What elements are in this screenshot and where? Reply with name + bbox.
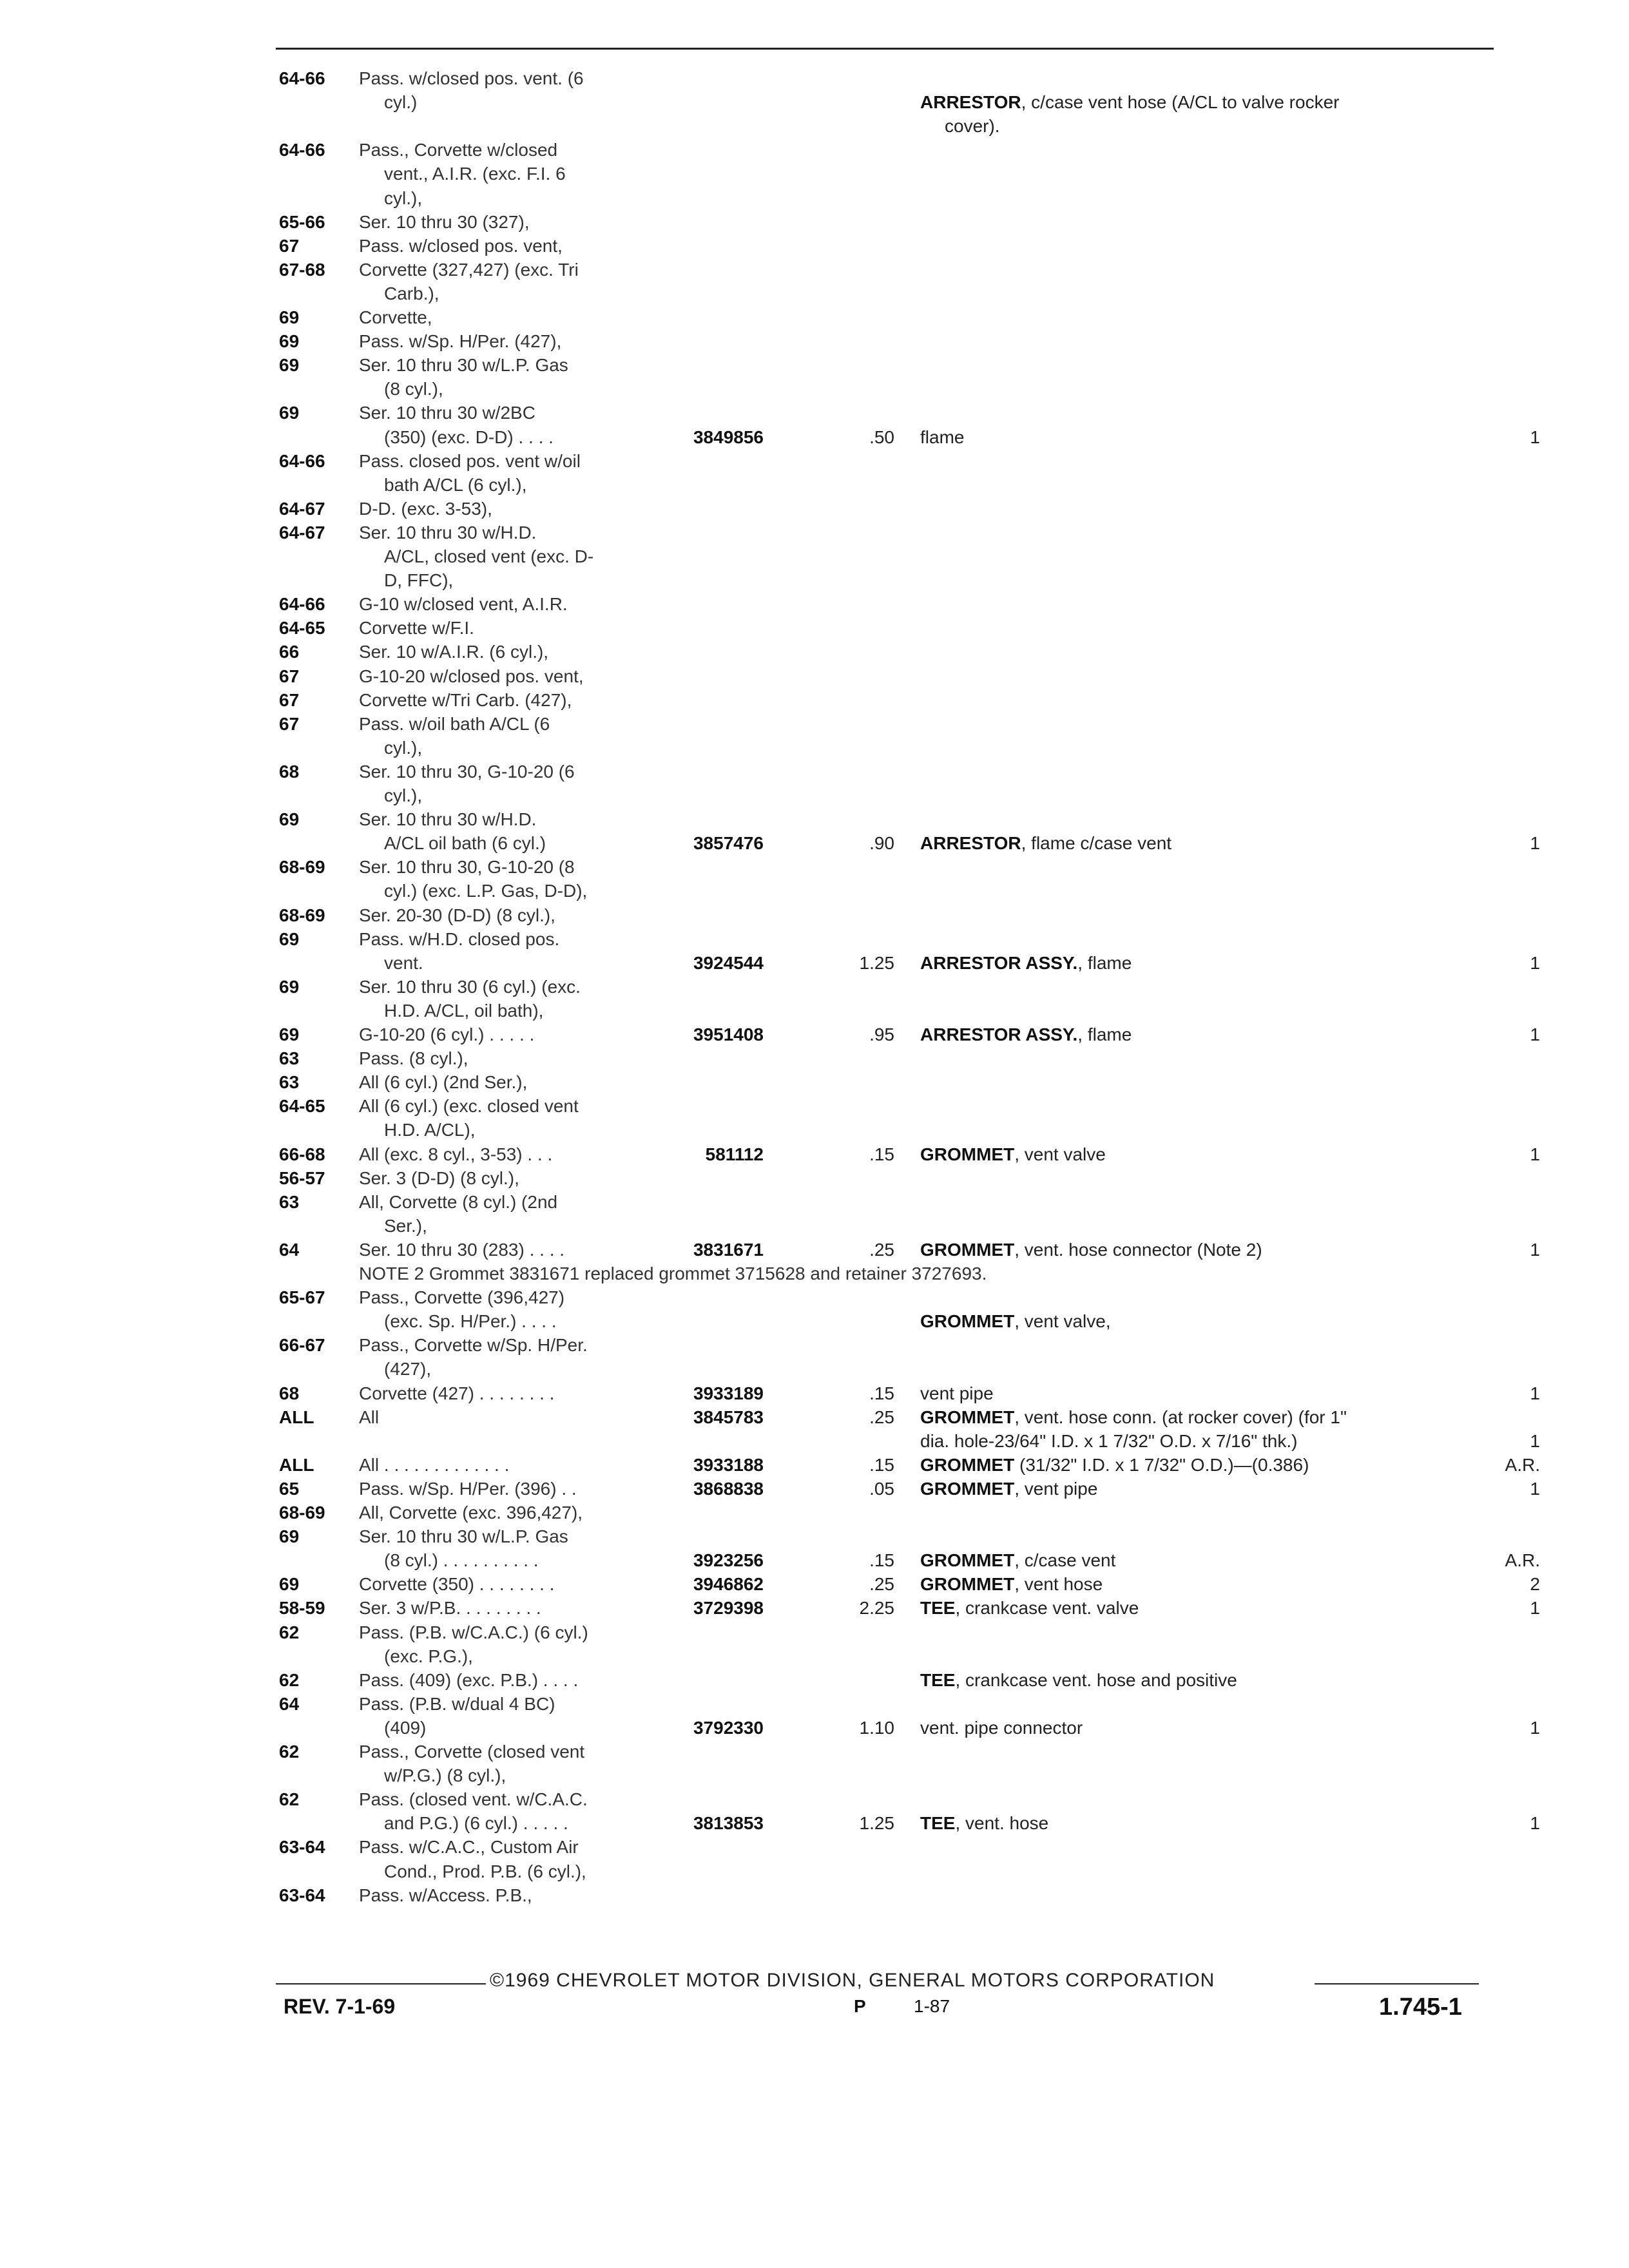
yr: 64-67 <box>279 522 325 543</box>
pn: 3729398 <box>693 1598 764 1619</box>
yr: ALL <box>279 1454 314 1475</box>
pn: 3946862 <box>693 1574 764 1595</box>
note-text: NOTE 2 Grommet 3831671 replaced grommet 3715628 and retainer 3727693. <box>359 1264 987 1283</box>
copyright-rule-right <box>1315 1983 1479 1984</box>
desc: GROMMET, c/case vent <box>920 1550 1116 1571</box>
app: cyl.) <box>384 92 418 113</box>
page-prefix: P <box>854 1996 866 2016</box>
yr: 68-69 <box>279 857 325 878</box>
yr: 63 <box>279 1072 300 1093</box>
yr: 65 <box>279 1478 300 1499</box>
pn: 3849856 <box>693 427 764 447</box>
pr: 1.10 <box>859 1717 894 1738</box>
desc: vent. pipe connector <box>920 1717 1083 1738</box>
yr: 64-65 <box>279 618 325 639</box>
app: w/P.G.) (8 cyl.), <box>384 1765 506 1786</box>
app: All <box>359 1407 380 1427</box>
app: A/CL, closed vent (exc. D- <box>384 546 594 566</box>
desc: GROMMET (31/32" I.D. x 1 7/32" O.D.)—(0.386) <box>920 1454 1309 1475</box>
yr: 64 <box>279 1693 300 1714</box>
app: D-D. (exc. 3-53), <box>359 498 492 519</box>
pn: 3857476 <box>693 833 764 854</box>
app: All (exc. 8 cyl., 3-53) . . . <box>359 1144 553 1164</box>
top-rule <box>276 48 1494 50</box>
pn: 3933188 <box>693 1454 764 1475</box>
yr: 65-66 <box>279 211 325 232</box>
app: cyl.), <box>384 737 423 758</box>
copyright-line: ©1969 CHEVROLET MOTOR DIVISION, GENERAL MOTORS CORPORATION <box>490 1970 1215 1991</box>
qt: 1 <box>1530 1813 1540 1834</box>
yr: 69 <box>279 331 300 352</box>
desc: GROMMET, vent pipe <box>920 1478 1098 1499</box>
app: Ser. 10 thru 30 (283) . . . . <box>359 1239 565 1260</box>
yr: 67 <box>279 666 300 686</box>
yr: 69 <box>279 1574 300 1595</box>
app: Pass. (8 cyl.), <box>359 1048 468 1069</box>
pn: 3831671 <box>693 1239 764 1260</box>
app: Pass. (closed vent. w/C.A.C. <box>359 1789 588 1810</box>
yr: 69 <box>279 928 300 949</box>
revision-label: REV. 7-1-69 <box>284 1995 396 2018</box>
desc: ARRESTOR, flame c/case vent <box>920 833 1172 854</box>
pr: .25 <box>869 1407 894 1427</box>
app: All (6 cyl.) (2nd Ser.), <box>359 1072 528 1093</box>
pn: 3951408 <box>693 1024 764 1044</box>
app: Ser. 10 thru 30 w/H.D. <box>359 809 537 830</box>
yr: 69 <box>279 809 300 830</box>
yr: 62 <box>279 1669 300 1690</box>
qt: 1 <box>1530 1598 1540 1619</box>
yr: 64-66 <box>279 450 325 471</box>
yr: 64 <box>279 1239 300 1260</box>
desc: ARRESTOR ASSY., flame <box>920 952 1132 973</box>
yr: 65-67 <box>279 1287 325 1308</box>
app: Pass., Corvette (396,427) <box>359 1287 565 1308</box>
qt: 2 <box>1530 1574 1540 1595</box>
yr: 64-66 <box>279 140 325 160</box>
yr: 58-59 <box>279 1598 325 1619</box>
pr: .15 <box>869 1144 894 1164</box>
qt: 1 <box>1530 427 1540 447</box>
yr: 66-67 <box>279 1335 325 1356</box>
app: Pass., Corvette w/closed <box>359 140 558 160</box>
app: Pass. w/H.D. closed pos. <box>359 928 560 949</box>
yr: 69 <box>279 1024 300 1044</box>
yr: 63-64 <box>279 1837 325 1858</box>
desc: cover). <box>945 116 1000 137</box>
pr: .50 <box>869 427 894 447</box>
app: Ser. 10 thru 30 w/2BC <box>359 403 535 423</box>
desc: GROMMET, vent. hose connector (Note 2) <box>920 1239 1262 1260</box>
app: Pass. w/Sp. H/Per. (427), <box>359 331 562 352</box>
qt: 1 <box>1530 1144 1540 1164</box>
app: cyl.), <box>384 785 423 805</box>
app: Corvette (427) . . . . . . . . <box>359 1383 555 1403</box>
pn: 3792330 <box>693 1717 764 1738</box>
yr: ALL <box>279 1407 314 1427</box>
yr: 62 <box>279 1742 300 1762</box>
app: vent., A.I.R. (exc. F.I. 6 <box>384 164 566 184</box>
yr: 67 <box>279 235 300 256</box>
qt: 1 <box>1530 833 1540 854</box>
yr: 68 <box>279 761 300 782</box>
yr: 64-66 <box>279 594 325 615</box>
app: (8 cyl.), <box>384 379 443 399</box>
desc: GROMMET, vent valve <box>920 1144 1106 1164</box>
pr: .15 <box>869 1383 894 1403</box>
app: Ser. 3 w/P.B. . . . . . . . . <box>359 1598 541 1619</box>
desc: GROMMET, vent valve, <box>920 1311 1111 1332</box>
yr: 69 <box>279 307 300 327</box>
desc: TEE, vent. hose <box>920 1813 1049 1834</box>
desc: vent pipe <box>920 1383 994 1403</box>
qt: 1 <box>1530 1024 1540 1044</box>
app: Ser. 10 thru 30 w/L.P. Gas <box>359 355 568 376</box>
yr: 67-68 <box>279 259 325 280</box>
yr: 69 <box>279 976 300 997</box>
app: A/CL oil bath (6 cyl.) <box>384 833 546 854</box>
app: (8 cyl.) . . . . . . . . . . <box>384 1550 539 1571</box>
app: Ser. 10 thru 30, G-10-20 (6 <box>359 761 575 782</box>
app: bath A/CL (6 cyl.), <box>384 474 527 495</box>
app: G-10-20 w/closed pos. vent, <box>359 666 584 686</box>
app: H.D. A/CL), <box>384 1120 476 1140</box>
qt: 1 <box>1530 1717 1540 1738</box>
yr: 68-69 <box>279 1503 325 1523</box>
pn: 3868838 <box>693 1478 764 1499</box>
pn: 3924544 <box>693 952 764 973</box>
app: Corvette (350) . . . . . . . . <box>359 1574 555 1595</box>
app: G-10 w/closed vent, A.I.R. <box>359 594 568 615</box>
app: All, Corvette (exc. 396,427), <box>359 1503 583 1523</box>
page-number: 1-87 <box>914 1996 950 2016</box>
yr: 64-65 <box>279 1096 325 1117</box>
app: Pass. w/Access. P.B., <box>359 1885 532 1905</box>
pr: 1.25 <box>859 952 894 973</box>
qt: 1 <box>1530 952 1540 973</box>
desc: TEE, crankcase vent. valve <box>920 1598 1139 1619</box>
desc: GROMMET, vent. hose conn. (at rocker cover) (for 1" <box>920 1407 1347 1427</box>
pn: 3845783 <box>693 1407 764 1427</box>
yr: 68-69 <box>279 905 325 925</box>
pr: .90 <box>869 833 894 854</box>
app: Ser. 20-30 (D-D) (8 cyl.), <box>359 905 555 925</box>
app: All, Corvette (8 cyl.) (2nd <box>359 1191 558 1212</box>
yr: 62 <box>279 1622 300 1642</box>
section-number: 1.745-1 <box>1379 1994 1462 2021</box>
app: Pass. (P.B. w/C.A.C.) (6 cyl.) <box>359 1622 588 1642</box>
pr: 2.25 <box>859 1598 894 1619</box>
app: Ser. 10 thru 30 w/L.P. Gas <box>359 1526 568 1547</box>
qt: 1 <box>1530 1430 1540 1451</box>
app: All . . . . . . . . . . . . . <box>359 1454 510 1475</box>
app: Pass. w/closed pos. vent. (6 <box>359 68 584 88</box>
pn: 3813853 <box>693 1813 764 1834</box>
app: Pass. w/closed pos. vent, <box>359 235 563 256</box>
yr: 63 <box>279 1048 300 1069</box>
app: Ser. 10 thru 30 (6 cyl.) (exc. <box>359 976 581 997</box>
app: and P.G.) (6 cyl.) . . . . . <box>384 1813 568 1834</box>
copyright-rule-left <box>276 1983 486 1984</box>
yr: 64-66 <box>279 68 325 88</box>
app: Pass. closed pos. vent w/oil <box>359 450 581 471</box>
app: Ser. 10 thru 30 (327), <box>359 211 530 232</box>
pn: 3933189 <box>693 1383 764 1403</box>
app: cyl.) (exc. L.P. Gas, D-D), <box>384 881 588 901</box>
yr: 66-68 <box>279 1144 325 1164</box>
app: (409) <box>384 1717 427 1738</box>
app: Corvette w/Tri Carb. (427), <box>359 689 572 710</box>
pr: .95 <box>869 1024 894 1044</box>
yr: 67 <box>279 713 300 734</box>
pr: .25 <box>869 1239 894 1260</box>
pr: .05 <box>869 1478 894 1499</box>
app: Corvette, <box>359 307 432 327</box>
app: Cond., Prod. P.B. (6 cyl.), <box>384 1861 586 1881</box>
app: Corvette (327,427) (exc. Tri <box>359 259 579 280</box>
qt: 1 <box>1530 1383 1540 1403</box>
desc: flame <box>920 427 965 447</box>
pn: 581112 <box>705 1144 764 1164</box>
app: D, FFC), <box>384 570 454 591</box>
app: Corvette w/F.I. <box>359 618 474 639</box>
yr: 66 <box>279 642 300 662</box>
pr: .15 <box>869 1550 894 1571</box>
desc: TEE, crankcase vent. hose and positive <box>920 1669 1237 1690</box>
app: (exc. Sp. H/Per.) . . . . <box>384 1311 557 1332</box>
desc: ARRESTOR, c/case vent hose (A/CL to valve rocker <box>920 92 1340 113</box>
yr: 68 <box>279 1383 300 1403</box>
yr: 56-57 <box>279 1168 325 1188</box>
app: (350) (exc. D-D) . . . . <box>384 427 554 447</box>
app: H.D. A/CL, oil bath), <box>384 1000 544 1021</box>
app: Carb.), <box>384 283 439 303</box>
app: Pass. (P.B. w/dual 4 BC) <box>359 1693 555 1714</box>
yr: 64-67 <box>279 498 325 519</box>
app: Pass. (409) (exc. P.B.) . . . . <box>359 1669 579 1690</box>
yr: 62 <box>279 1789 300 1810</box>
pr: 1.25 <box>859 1813 894 1834</box>
app: Pass., Corvette (closed vent <box>359 1742 585 1762</box>
app: Pass. w/C.A.C., Custom Air <box>359 1837 579 1858</box>
qt: A.R. <box>1505 1454 1540 1475</box>
qt: 1 <box>1530 1239 1540 1260</box>
app: (427), <box>384 1359 432 1379</box>
desc: dia. hole-23/64" I.D. x 1 7/32" O.D. x 7/16" thk.) <box>920 1430 1298 1451</box>
desc: ARRESTOR ASSY., flame <box>920 1024 1132 1044</box>
yr: 69 <box>279 355 300 376</box>
app: Ser. 10 thru 30 w/H.D. <box>359 522 537 543</box>
app: Pass. w/Sp. H/Per. (396) . . <box>359 1478 577 1499</box>
app: Ser.), <box>384 1215 427 1236</box>
app: Ser. 3 (D-D) (8 cyl.), <box>359 1168 519 1188</box>
yr: 69 <box>279 1526 300 1547</box>
app: (exc. P.G.), <box>384 1646 473 1666</box>
pr: .15 <box>869 1454 894 1475</box>
yr: 63 <box>279 1191 300 1212</box>
app: Ser. 10 thru 30, G-10-20 (8 <box>359 857 575 878</box>
qt: A.R. <box>1505 1550 1540 1571</box>
pn: 3923256 <box>693 1550 764 1571</box>
yr: 67 <box>279 689 300 710</box>
qt: 1 <box>1530 1478 1540 1499</box>
app: All (6 cyl.) (exc. closed vent <box>359 1096 579 1117</box>
app: Ser. 10 w/A.I.R. (6 cyl.), <box>359 642 549 662</box>
yr: 69 <box>279 403 300 423</box>
app: G-10-20 (6 cyl.) . . . . . <box>359 1024 535 1044</box>
desc: GROMMET, vent hose <box>920 1574 1103 1595</box>
yr: 63-64 <box>279 1885 325 1905</box>
app: Pass., Corvette w/Sp. H/Per. <box>359 1335 588 1356</box>
app: vent. <box>384 952 423 973</box>
app: Pass. w/oil bath A/CL (6 <box>359 713 550 734</box>
app: cyl.), <box>384 187 423 208</box>
pr: .25 <box>869 1574 894 1595</box>
